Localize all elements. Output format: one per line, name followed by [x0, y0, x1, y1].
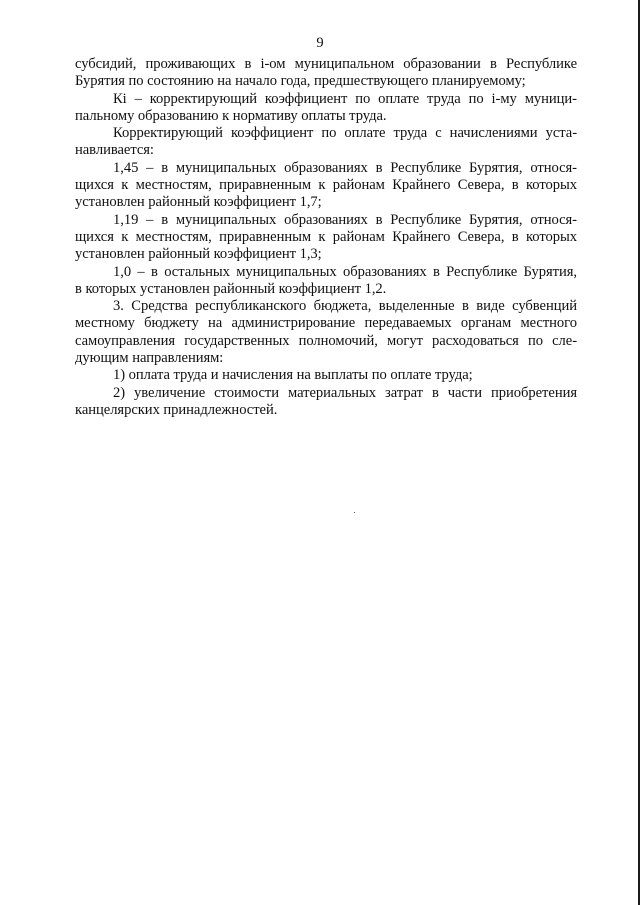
- text-line: установлен районный коэффициент 1,3;: [75, 246, 322, 263]
- text-line: местному бюджету на администрирование передаваемых органам местного: [75, 315, 577, 332]
- text-line: 1,0 – в остальных муниципальных образованиях в Республике Бурятия,: [113, 263, 577, 280]
- text-line: Кi – корректирующий коэффициент по оплате труда по i-му муници-: [113, 90, 577, 107]
- text-line: щихся к местностям, приравненным к районам Крайнего Севера, в которых: [75, 177, 577, 194]
- text-line: щихся к местностям, приравненным к районам Крайнего Севера, в которых: [75, 228, 577, 245]
- text-line: 3. Средства республиканского бюджета, выделенные в виде субвенций: [113, 298, 577, 315]
- text-line: 1,45 – в муниципальных образованиях в Республике Бурятия, относя-: [113, 159, 577, 176]
- text-line: Бурятия по состоянию на начало года, предшествующего планируемому;: [75, 73, 526, 90]
- text-line: канцелярских принадлежностей.: [75, 401, 278, 418]
- text-line: в которых установлен районный коэффициент 1,2.: [75, 280, 387, 297]
- text-line: 1) оплата труда и начисления на выплаты по оплате труда;: [113, 367, 473, 384]
- text-line: 1,19 – в муниципальных образованиях в Республике Бурятия, относя-: [113, 211, 577, 228]
- text-line: пальному образованию к нормативу оплаты труда.: [75, 107, 387, 124]
- text-line: 2) увеличение стоимости материальных затрат в части приобретения: [113, 384, 577, 401]
- body-text: [75, 56, 577, 419]
- page-number: 9: [316, 35, 324, 51]
- text-line: самоуправления государственных полномочий, могут расходоваться по сле-: [75, 332, 577, 349]
- text-line: Корректирующий коэффициент по оплате труда с начислениями уста-: [113, 125, 577, 142]
- text-line: субсидий, проживающих в i-ом муниципальном образовании в Республике: [75, 56, 577, 72]
- scan-speck: [354, 512, 355, 513]
- text-line: дующим направлениям:: [75, 350, 224, 367]
- text-line: навливается:: [75, 142, 154, 159]
- text-line: установлен районный коэффициент 1,7;: [75, 194, 322, 211]
